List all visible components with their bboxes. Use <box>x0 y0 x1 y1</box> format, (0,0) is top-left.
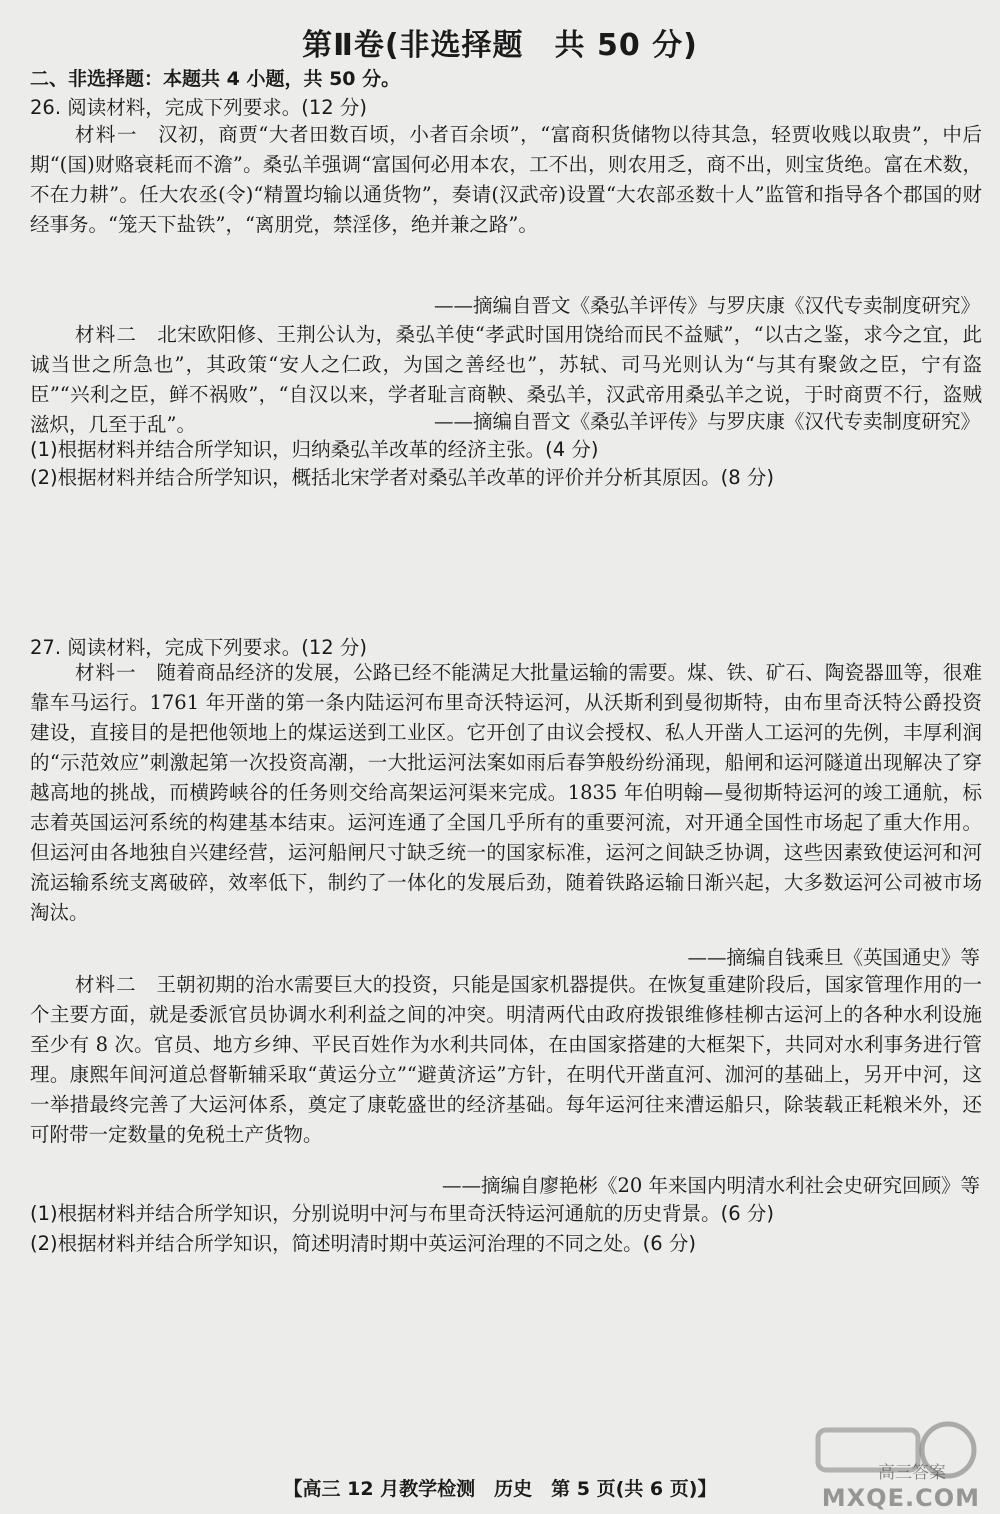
q27-material-2 <box>30 970 982 1150</box>
q26-subquestion-1: (1)根据材料并结合所学知识，归纳桑弘羊改革的经济主张。(4 分) <box>30 438 599 461</box>
q26-material-1-source: ——摘编自晋文《桑弘羊评传》与罗庆康《汉代专卖制度研究》 <box>433 294 980 317</box>
section-heading: 二、非选择题：本题共 4 小题，共 50 分。 <box>30 68 401 90</box>
q27-material-2-source: ——摘编自廖艳彬《20 年来国内明清水利社会史研究回顾》等 <box>441 1174 980 1197</box>
page-title: 第Ⅱ卷(非选择题 共 50 分) <box>302 28 698 63</box>
q26-material-1-label: 材料一 <box>74 123 139 146</box>
q26-material-2-label: 材料二 <box>74 323 138 346</box>
q27-material-2-text: 王朝初期的治水需要巨大的投资，只能是国家机器提供。在恢复重建阶段后，国家管理作用的一个主要方面，就是委派官员协调水利利益之间的冲突。明清两代由政府拨银维修桂柳古运河上的各种水利设施至少有 8 次。官员、地方乡绅、平民百姓作为水利共同体，在由国家搭建的大框架下，共同对水利事务进行管理。康熙年间河道总督靳辅采取“黄运分立”“避黄济运”方针，在明代开凿直河、泇河的基础上，另开中河，这一举措最终完善了大运河体系，奠定了康乾盛世的经济基础。每年运河往来漕运船只，除装载正耗粮米外，还可附带一定数量的免税土产货物。 <box>30 973 982 1146</box>
watermark-site-text: MXQE.COM <box>821 1484 980 1512</box>
watermark-small-text: 高三答案 <box>878 1463 946 1483</box>
q26-material-2-text: 北宋欧阳修、王荆公认为，桑弘羊使“孝武时国用饶给而民不益赋”，“以古之鉴，求今之宜，此诚当世之所急也”，其政策“安人之仁政，为国之善经也”，苏轼、司马光则认为“与其有聚敛之臣，宁有盗臣”“兴利之臣，鲜不祸败”，“自汉以来，学者耻言商鞅、桑弘羊，汉武帝用桑弘羊之说，于时商贾不行，盗贼滋炽，几至于乱”。 <box>30 323 982 436</box>
q26-material-1 <box>30 120 982 240</box>
page-footer: 【高三 12 月教学检测 历史 第 5 页(共 6 页)】 <box>283 1478 717 1500</box>
q27-material-1-text: 随着商品经济的发展，公路已经不能满足大批量运输的需要。煤、铁、矿石、陶瓷器皿等，很难靠车马运行。1761 年开凿的第一条内陆运河布里奇沃特运河，从沃斯利到曼彻斯特，由布里奇沃特公爵投资建设，直接目的是把他领地上的煤运送到工业区。它开创了由议会授权、私人开凿人工运河的先例，丰厚利润的“示范效应”刺激起第一次投资高潮，一大批运河法案如雨后春笋般纷纷涌现，船闸和运河隧道出现解决了穿越高地的挑战，而横跨峡谷的任务则交给高架运河渠来完成。1835 年伯明翰—曼彻斯特运河的竣工通航，标志着英国运河系统的构建基本结束。运河连通了全国几乎所有的重要河流，对开通全国性市场起了重大作用。但运河由各地独自兴建经营，运河船闸尺寸缺乏统一的国家标准，运河之间缺乏协调，这些因素致使运河和河流运输系统支离破碎，效率低下，制约了一体化的发展后劲，随着铁路运输日渐兴起，大多数运河公司被市场淘汰。 <box>30 661 982 924</box>
q27-material-1-source: ——摘编自钱乘旦《英国通史》等 <box>687 946 980 969</box>
q27-material-1 <box>30 658 982 928</box>
q27-material-2-label: 材料二 <box>74 973 137 996</box>
q27-subquestion-2: (2)根据材料并结合所学知识，简述明清时期中英运河治理的不同之处。(6 分) <box>30 1232 696 1255</box>
q27-material-1-label: 材料一 <box>74 661 137 684</box>
question-27-heading: 27. 阅读材料，完成下列要求。(12 分) <box>30 636 367 659</box>
q26-material-2-source: ——摘编自晋文《桑弘羊评传》与罗庆康《汉代专卖制度研究》 <box>433 410 980 433</box>
q26-material-1-text: 汉初，商贾“大者田数百顷，小者百余顷”，“富商积货储物以待其急，轻贾收贱以取贵”，中后期“(国)财赂衰耗而不澹”。桑弘羊强调“富国何必用本农，工不出，则农用乏，商不出，则宝货绝。富在术数，不在力耕”。任大农丞(令)“精置均输以通货物”，奏请(汉武帝)设置“大农部丞数十人”监管和指导各个郡国的财经事务。“笼天下盐铁”，“离朋党，禁淫侈，绝并兼之路”。 <box>30 123 982 236</box>
q26-subquestion-2: (2)根据材料并结合所学知识，概括北宋学者对桑弘羊改革的评价并分析其原因。(8 分) <box>30 466 774 489</box>
question-26-heading: 26. 阅读材料，完成下列要求。(12 分) <box>30 96 367 119</box>
q27-subquestion-1: (1)根据材料并结合所学知识，分别说明中河与布里奇沃特运河通航的历史背景。(6 分) <box>30 1202 774 1225</box>
